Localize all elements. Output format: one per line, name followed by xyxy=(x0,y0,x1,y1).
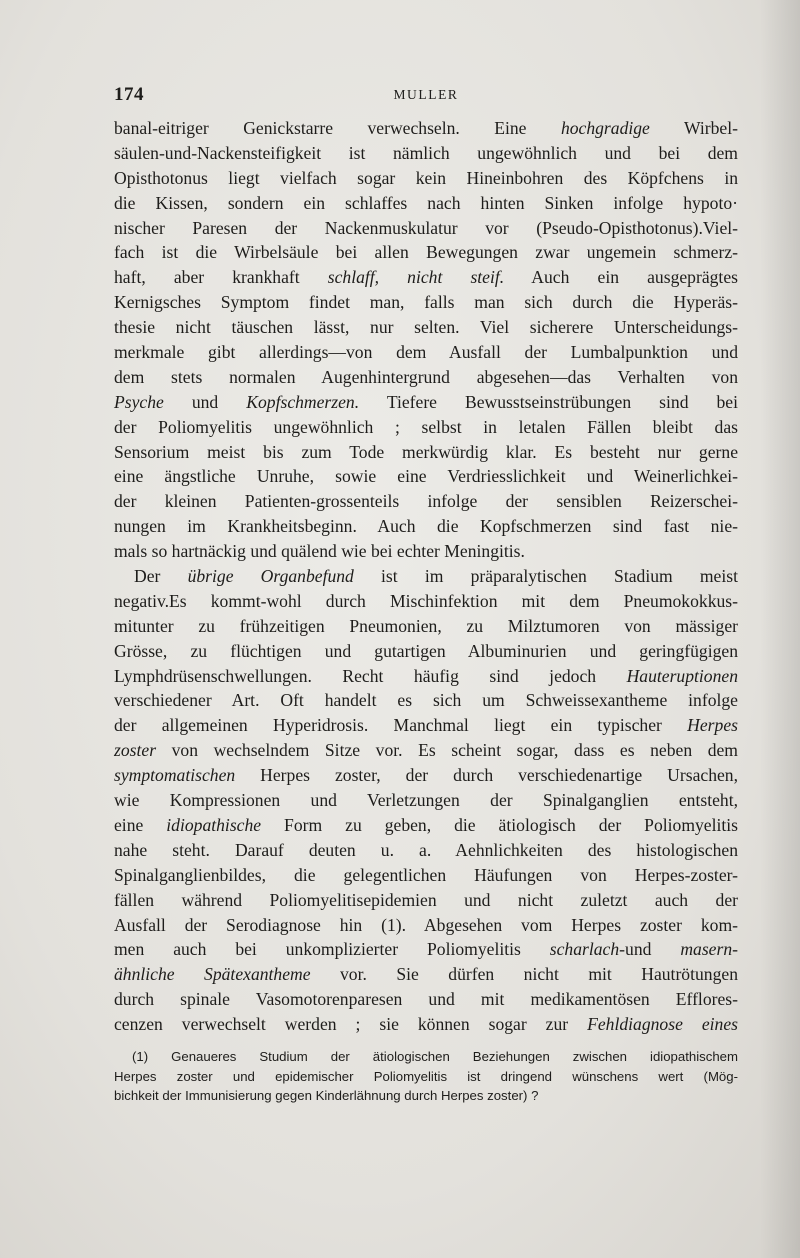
italic-text: masern- xyxy=(680,939,738,960)
italic-text: hochgradige xyxy=(560,118,650,138)
text-span: negativ.Es kommt-wohl durch Mischinfektion mit dem Pneumokokkus- xyxy=(114,590,738,611)
text-line xyxy=(114,141,738,166)
text-line xyxy=(114,415,738,440)
text-line xyxy=(114,340,738,365)
text-span: verschiedener Art. Oft handelt es sich um Schweissexantheme infolge xyxy=(114,690,738,711)
text-span: mitunter zu frühzeitigen Pneumonien, zu Milztumoren von mässiger xyxy=(114,615,738,636)
text-line xyxy=(114,713,738,738)
text-span: und xyxy=(625,939,681,960)
text-line xyxy=(114,539,738,564)
text-span: Auch ein ausgeprägtes xyxy=(504,267,738,288)
text-span: men auch bei unkomplizierter Poliomyelitis xyxy=(114,939,550,960)
text-line xyxy=(114,315,738,340)
text-line xyxy=(114,813,738,838)
text-line xyxy=(114,738,738,763)
text-line xyxy=(114,838,738,863)
text-span: Lymphdrüsenschwellungen. Recht häufig sind jedoch xyxy=(114,665,627,686)
text-span: Spinalganglienbildes, die gelegentlichen Häufungen von Herpes-zoster- xyxy=(114,864,738,885)
text-span: eine ängstliche Unruhe, sowie eine Verdriesslichkeit und Weinerlichkei- xyxy=(114,466,738,487)
text-span: haft, aber krankhaft xyxy=(114,267,328,288)
italic-text: Fehldiagnose eines xyxy=(587,1014,738,1035)
text-span: Opisthotonus liegt vielfach sogar kein Hineinbohren des Köpfchens in xyxy=(114,167,738,188)
text-span: Sensorium meist bis zum Tode merkwürdig klar. Es besteht nur gerne xyxy=(114,441,738,462)
text-span: nischer Paresen der Nackenmuskulatur vor (Pseudo-Opisthotonus).Viel- xyxy=(114,217,738,238)
text-span: nungen im Krankheitsbeginn. Auch die Kopfschmerzen sind fast nie- xyxy=(114,516,738,537)
text-span: cenzen verwechselt werden ; sie können sogar zur xyxy=(114,1014,588,1035)
text-line xyxy=(114,216,738,241)
text-span: merkmale gibt allerdings—von dem Ausfall der Lumbalpunktion und xyxy=(114,342,738,363)
footnotes xyxy=(114,1047,738,1106)
text-line xyxy=(114,489,738,514)
text-span: die Kissen, sondern ein schlaffes nach hinten Sinken infolge hypoto· xyxy=(114,192,738,213)
text-span: und xyxy=(163,391,247,412)
italic-text: ähnliche Spätexantheme xyxy=(114,964,311,985)
text-span: Der xyxy=(134,566,188,587)
text-line xyxy=(114,390,738,415)
footnote-line: Herpes zoster und epidemischer Poliomyelitis ist dringend wünschens wert (Mög- xyxy=(114,1068,738,1084)
text-span: säulen-und-Nackensteifigkeit ist nämlich ungewöhnlich und bei dem xyxy=(114,142,738,163)
text-line xyxy=(114,763,738,788)
text-span: nahe steht. Darauf deuten u. a. Aehnlichkeiten des histologischen xyxy=(114,839,738,860)
text-line xyxy=(114,514,738,539)
text-span: banal-eitriger Genickstarre verwechseln. Eine xyxy=(114,118,561,138)
text-span: vor. Sie dürfen nicht mit Hautrötungen xyxy=(310,964,738,985)
italic-text: zoster xyxy=(114,740,157,761)
text-span: Ausfall der Serodiagnose hin (1). Abgesehen vom Herpes zoster kom- xyxy=(114,914,738,935)
text-line xyxy=(114,564,738,589)
text-span: der allgemeinen Hyperidrosis. Manchmal liegt ein typischer xyxy=(114,715,688,736)
text-line xyxy=(114,614,738,639)
italic-text: Kopfschmerzen. xyxy=(246,391,360,412)
italic-text: Hauteruptionen xyxy=(626,665,738,686)
text-line xyxy=(114,265,738,290)
text-line xyxy=(114,962,738,987)
text-line xyxy=(114,191,738,216)
italic-text: Herpes xyxy=(687,715,738,736)
text-span: Kernigsches Symptom findet man, falls man sich durch die Hyperäs- xyxy=(114,292,738,313)
text-span: mals so hartnäckig und quälend wie bei echter Meningitis. xyxy=(114,541,525,562)
italic-text: schlaff, nicht steif. xyxy=(327,267,505,288)
text-span: fällen während Poliomyelitisepidemien und nicht zuletzt auch der xyxy=(114,889,738,910)
italic-text: scharlach- xyxy=(549,939,626,960)
italic-text: idiopathische xyxy=(166,814,262,835)
running-head xyxy=(114,84,738,108)
text-span: fach ist die Wirbelsäule bei allen Bewegungen zwar ungemein schmerz- xyxy=(114,242,738,263)
text-line xyxy=(114,290,738,315)
text-span: ist im präparalytischen Stadium meist xyxy=(353,566,738,587)
text-span: wie Kompressionen und Verletzungen der Spinalganglien entsteht, xyxy=(114,790,738,811)
text-line xyxy=(114,240,738,265)
text-span: Form zu geben, die ätiologisch der Poliomyelitis xyxy=(261,814,739,835)
text-span: Herpes zoster, der durch verschiedenartige Ursachen, xyxy=(235,765,738,786)
footnote-line: bichkeit der Immunisierung gegen Kinderlähnung durch Herpes zoster) ? xyxy=(114,1088,539,1103)
text-span: der kleinen Patienten-grossenteils infolge der sensiblen Reizerschei- xyxy=(114,491,738,512)
text-line xyxy=(114,440,738,465)
italic-text: Psyche xyxy=(114,391,164,412)
text-line xyxy=(114,664,738,689)
body-text xyxy=(114,116,738,1037)
text-span: von wechselndem Sitze vor. Es scheint sogar, dass es neben dem xyxy=(156,740,738,761)
text-span: eine xyxy=(114,814,167,835)
text-span: Grösse, zu flüchtigen und gutartigen Albuminurien und geringfügigen xyxy=(114,640,738,661)
italic-text: übrige Organbefund xyxy=(187,566,354,587)
text-line xyxy=(114,913,738,938)
footnote-line: (1) Genaueres Studium der ätiologischen Beziehungen zwischen idiopathischem xyxy=(132,1049,738,1064)
text-line xyxy=(114,788,738,813)
text-line xyxy=(114,987,738,1012)
running-title: MULLER xyxy=(393,87,459,102)
text-line xyxy=(114,365,738,390)
text-span: der Poliomyelitis ungewöhnlich ; selbst in letalen Fällen bleibt das xyxy=(114,416,738,437)
text-line xyxy=(114,888,738,913)
text-span: durch spinale Vasomotorenparesen und mit medikamentösen Efflores- xyxy=(114,989,738,1010)
text-line xyxy=(114,1012,738,1037)
text-line xyxy=(114,863,738,888)
text-span: dem stets normalen Augenhintergrund abgesehen—das Verhalten von xyxy=(114,366,738,387)
text-line xyxy=(114,464,738,489)
text-line xyxy=(114,688,738,713)
text-span: thesie nicht täuschen lässt, nur selten. Viel sicherere Unterscheidungs- xyxy=(114,317,738,338)
text-span: Wirbel- xyxy=(649,118,738,138)
text-span: Tiefere Bewusstseinstrübungen sind bei xyxy=(359,391,739,412)
text-line xyxy=(114,166,738,191)
text-line xyxy=(114,639,738,664)
text-line xyxy=(114,589,738,614)
text-line xyxy=(114,116,738,141)
text-line xyxy=(114,937,738,962)
page-number: 174 xyxy=(114,84,144,105)
italic-text: symptomatischen xyxy=(114,765,236,786)
